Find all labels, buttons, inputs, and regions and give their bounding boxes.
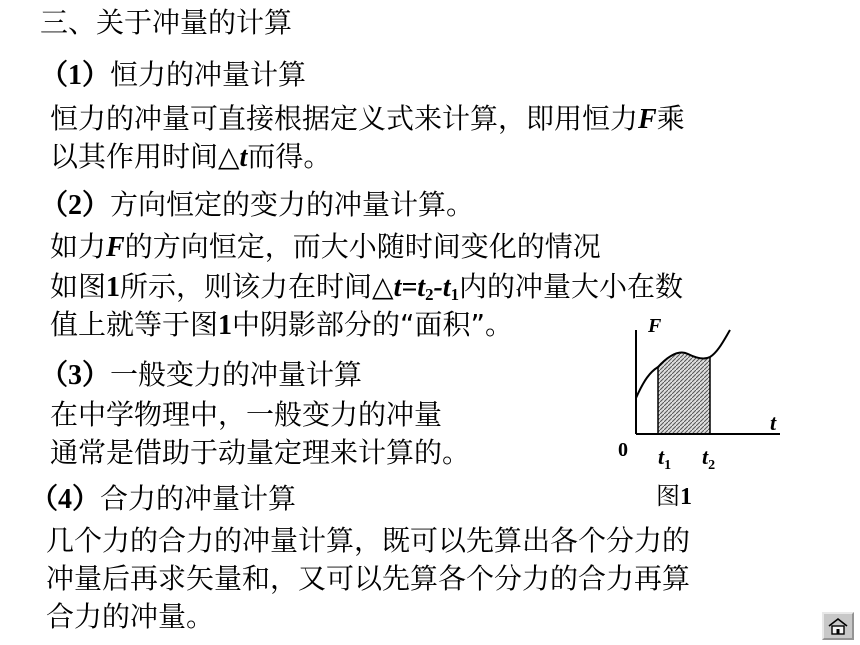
t-axis-label: t — [770, 410, 777, 435]
section-heading: 三、关于冲量的计算 — [40, 6, 293, 39]
figure-1-force-time-graph — [600, 310, 800, 510]
subsection-2-title: （2）方向恒定的变力的冲量计算。 — [40, 188, 475, 221]
subsection-2-line-2: 如图1所示，则该力在时间$\triangle t=t_2-t_1$内的冲量大小在数 — [50, 270, 683, 305]
subsection-3-line-2: 通常是借助于动量定理来计算的。 — [50, 436, 471, 469]
shaded-impulse-area — [658, 353, 710, 434]
figure-caption: 图1 — [656, 482, 692, 510]
subsection-1-line-1: 恒力的冲量可直接根据定义式来计算，即用恒力F乘 — [50, 102, 685, 135]
subsection-4-line-1: 几个力的合力的冲量计算，既可以先算出各个分力的 — [46, 524, 691, 557]
subsection-4-title: （4）合力的冲量计算 — [30, 482, 297, 515]
subsection-3-line-1: 在中学物理中，一般变力的冲量 — [50, 398, 443, 431]
subsection-2-line-1: 如力F的方向恒定，而大小随时间变化的情况 — [50, 230, 601, 263]
subsection-3-title: （3）一般变力的冲量计算 — [40, 358, 363, 391]
origin-label: 0 — [618, 439, 628, 461]
subsection-1-title: （1）恒力的冲量计算 — [40, 58, 307, 91]
home-icon — [827, 617, 849, 635]
subsection-4-line-3: 合力的冲量。 — [46, 600, 215, 633]
f-axis-label: F — [648, 315, 662, 337]
subsection-4-line-2: 冲量后再求矢量和，又可以先算各个分力的合力再算 — [46, 562, 691, 595]
subsection-1-line-2: 以其作用时间△t而得。 — [50, 140, 332, 173]
home-button[interactable] — [822, 612, 854, 640]
subsection-2-line-3: 值上就等于图1中阴影部分的“面积”。 — [50, 308, 514, 341]
t2-label: $t_2$ — [702, 444, 716, 473]
t1-label: $t_1$ — [658, 444, 672, 473]
